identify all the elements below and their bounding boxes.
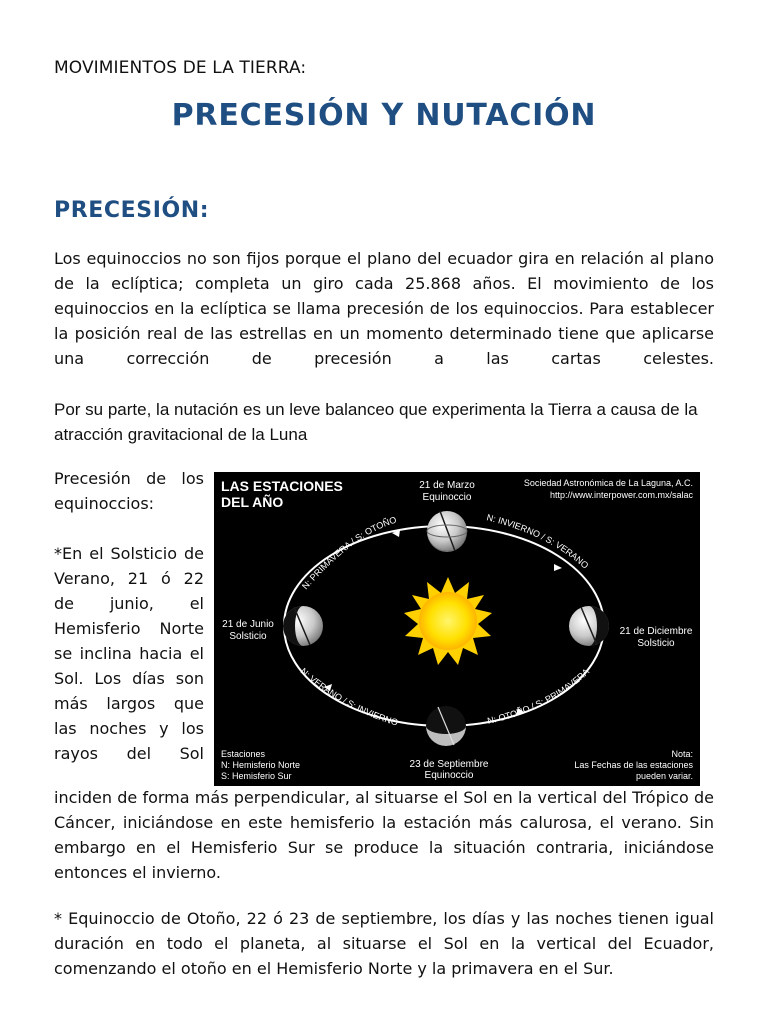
june-label-line-2: Solsticio (229, 631, 267, 642)
earth-june-icon (283, 606, 323, 646)
paragraph-nutacion: Por su parte, la nutación es un leve balanceo que experimenta la Tierra a causa de la atracción gravitacional de la Luna (54, 400, 698, 444)
side-intro-text: Precesión de los equinoccios: (54, 469, 204, 513)
diagram-title-line-2: DEL AÑO (221, 494, 284, 510)
march-label-line-1: 21 de Marzo (419, 480, 475, 491)
seasons-diagram-svg (214, 472, 700, 786)
side-text-column (54, 466, 204, 766)
side-text-gap (54, 516, 204, 541)
legend-south: S: Hemisferio Sur (221, 771, 292, 781)
earth-march-icon (427, 511, 467, 552)
arc-label-bottom-right: N: OTOÑO / S: PRIMAVERA (486, 666, 592, 726)
arc-label-top-left: N: PRIMAVERA / S: OTOÑO (300, 514, 398, 592)
earth-september-icon (426, 706, 466, 746)
march-label-line-2: Equinoccio (422, 492, 472, 503)
diagram-credit-line-2: http://www.interpower.com.mx/salac (549, 490, 693, 500)
earth-december-icon (569, 606, 609, 646)
paragraph-precesion: Los equinoccios no son fijos porque el plano del ecuador gira en relación al plano de la eclíptica; completa un giro cada 25.868 años. El movimiento de los equinoccios en la eclíptica se llama precesión de los equinoccios. Para establecer la posición real de las estrellas en un momento determinado tiene que aplicarse una corrección de precesión a las cartas celestes. (54, 249, 714, 368)
arc-label-bottom-left: N: VERANO / S: INVIERNO (298, 666, 400, 728)
diagram-credit-line-1: Sociedad Astronómica de La Laguna, A.C. (523, 478, 693, 488)
december-label-line-2: Solsticio (637, 638, 675, 649)
paragraph-equinoccio-otono: * Equinoccio de Otoño, 22 ó 23 de septiembre, los días y las noches tienen igual duración en todo el planeta, al situarse el Sol en la vertical del Ecuador, comenzando el otoño en el Hemisferio Norte y la primavera en el Sur. (54, 909, 714, 978)
december-label-line-1: 21 de Diciembre (619, 626, 693, 637)
note-line-1: Las Fechas de las estaciones (574, 760, 693, 770)
note-title: Nota: (671, 749, 693, 759)
diagram-title-line-1: LAS ESTACIONES (221, 478, 343, 494)
arc-label-top-right: N: INVIERNO / S: VERANO (485, 512, 591, 571)
legend-title: Estaciones (221, 749, 266, 759)
note-line-2: pueden variar. (635, 771, 693, 781)
side-solstice-text: *En el Solsticio de Verano, 21 ó 22 de junio, el Hemisferio Norte se inclina hacia el Sol. Los días son más largos que las noches y los rayos del Sol (54, 544, 204, 763)
section-heading-precesion: PRECESIÓN: (54, 198, 210, 223)
june-label-line-1: 21 de Junio (222, 619, 274, 630)
document-title: PRECESIÓN Y NUTACIÓN (171, 98, 597, 133)
solstice-continuation-text: inciden de forma más perpendicular, al situarse el Sol en la vertical del Trópico de Cáncer, iniciándose en este hemisferio la estación más calurosa, el verano. Sin embargo en el Hemisferio Sur se produce la situación contraria, iniciándose entonces el invierno. (54, 788, 714, 882)
seasons-diagram (214, 472, 700, 786)
september-label-line-1: 23 de Septiembre (409, 759, 489, 770)
legend-north: N: Hemisferio Norte (221, 760, 301, 770)
document-header-label: MOVIMIENTOS DE LA TIERRA: (54, 58, 307, 78)
september-label-line-2: Equinoccio (424, 770, 474, 781)
